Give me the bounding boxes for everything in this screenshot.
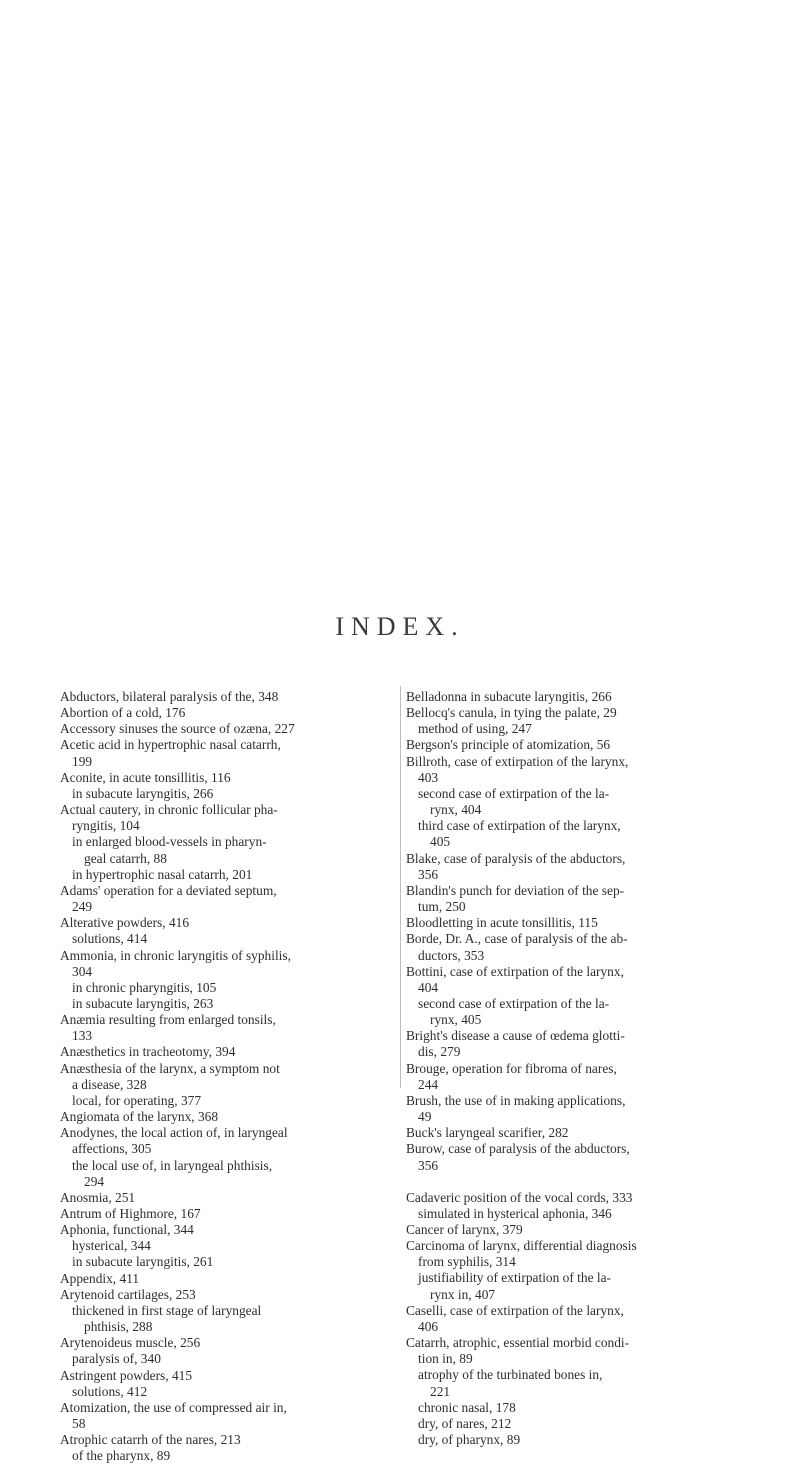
index-entry (406, 915, 744, 931)
index-entry (406, 1061, 744, 1093)
entry-line: Appendix, 411 (60, 1270, 140, 1286)
index-subentry (60, 980, 398, 996)
entry-line: 356 (418, 866, 439, 882)
entry-line: chronic nasal, 178 (418, 1399, 516, 1415)
entry-line: ryngitis, 104 (72, 818, 140, 834)
entry-line: 304 (72, 963, 93, 979)
entry-line: second case of extirpation of the la- (418, 785, 610, 801)
index-entry (60, 1044, 398, 1060)
entry-line: 249 (72, 899, 93, 915)
entry-line: Cadaveric position of the vocal cords, 333 (406, 1189, 633, 1205)
entry-line: Bright's disease a cause of œdema glotti- (406, 1028, 625, 1044)
entry-line: in subacute laryngitis, 266 (72, 785, 214, 801)
entry-line: phthisis, 288 (84, 1319, 153, 1335)
index-entry (60, 915, 398, 931)
entry-line: in subacute laryngitis, 261 (72, 1254, 214, 1270)
entry-line: 404 (418, 979, 439, 995)
index-subentry (60, 867, 398, 883)
entry-line: ductors, 353 (418, 947, 485, 963)
entry-line: in enlarged blood-vessels in pharyn- (72, 834, 267, 850)
entry-line: affections, 305 (72, 1141, 152, 1157)
index-entry (60, 705, 398, 721)
entry-line: simulated in hysterical aphonia, 346 (418, 1205, 612, 1221)
index-entry (406, 1125, 744, 1141)
entry-line: Borde, Dr. A., case of paralysis of the ab- (406, 931, 628, 947)
section-gap (406, 1174, 744, 1190)
index-entry (60, 737, 398, 769)
index-subentry (406, 1270, 744, 1302)
entry-line: Anæmia resulting from enlarged tonsils, (60, 1012, 276, 1028)
index-entry (406, 705, 744, 721)
entry-line: 406 (418, 1318, 439, 1334)
entry-line: justifiability of extirpation of the la- (418, 1270, 612, 1286)
index-subentry (406, 1416, 744, 1432)
index-entry (60, 770, 398, 786)
entry-line: 133 (72, 1028, 93, 1044)
index-subentry (406, 1367, 744, 1399)
index-entry (60, 1012, 398, 1044)
entry-line: atrophy of the turbinated bones in, (418, 1367, 603, 1383)
entry-line: Ammonia, in chronic laryngitis of syphilis, (60, 947, 291, 963)
index-subentry (60, 786, 398, 802)
entry-line: Astringent powders, 415 (60, 1367, 193, 1383)
entry-line: the local use of, in laryngeal phthisis, (72, 1157, 273, 1173)
index-entry (406, 1141, 744, 1173)
index-entry (406, 689, 744, 705)
index-entry (60, 1271, 398, 1287)
entry-line: 221 (430, 1383, 451, 1399)
entry-line: second case of extirpation of the la- (418, 995, 610, 1011)
entry-line: Buck's laryngeal scarifier, 282 (406, 1125, 569, 1141)
entry-line: dry, of pharynx, 89 (418, 1432, 521, 1448)
entry-line: Bloodletting in acute tonsillitis, 115 (406, 915, 598, 931)
entry-line: 58 (72, 1416, 86, 1432)
index-entry (60, 1109, 398, 1125)
entry-line: Bellocq's canula, in tying the palate, 29 (406, 705, 617, 721)
index-entry (406, 754, 744, 786)
entry-line: Brush, the use of in making applications, (406, 1092, 626, 1108)
entry-line: rynx in, 407 (430, 1286, 496, 1302)
index-subentry (60, 1158, 398, 1190)
entry-line: Belladonna in subacute laryngitis, 266 (406, 689, 612, 704)
entry-line: paralysis of, 340 (72, 1351, 161, 1367)
entry-line: local, for operating, 377 (72, 1092, 202, 1108)
entry-line: a disease, 328 (72, 1076, 147, 1092)
entry-line: Brouge, operation for fibroma of nares, (406, 1060, 617, 1076)
index-subentry (60, 1238, 398, 1254)
entry-line: 244 (418, 1076, 439, 1092)
index-entry (406, 1028, 744, 1060)
entry-line: Antrum of Highmore, 167 (60, 1206, 201, 1221)
index-entry (406, 1303, 744, 1335)
entry-line: Bottini, case of extirpation of the larynx, (406, 963, 624, 979)
index-subentry (406, 1206, 744, 1222)
entry-line: geal catarrh, 88 (84, 850, 167, 866)
entry-line: Atomization, the use of compressed air in, (60, 1399, 287, 1415)
index-subentry (60, 1351, 398, 1367)
entry-line: Abductors, bilateral paralysis of the, 348 (60, 689, 279, 704)
entry-line: 294 (84, 1173, 105, 1189)
index-entry (60, 1368, 398, 1384)
index-subentry (60, 1384, 398, 1400)
entry-line: 49 (418, 1109, 432, 1125)
index-subentry (60, 1093, 398, 1109)
index-entry (60, 883, 398, 915)
entry-line: dis, 279 (418, 1044, 461, 1060)
index-entry (60, 1190, 398, 1206)
entry-line: Angiomata of the larynx, 368 (60, 1109, 219, 1125)
index-subentry (60, 1254, 398, 1270)
entry-line: Atrophic catarrh of the nares, 213 (60, 1432, 241, 1448)
entry-line: thickened in first stage of laryngeal (72, 1302, 262, 1318)
index-entry (60, 1222, 398, 1238)
index-entry (406, 737, 744, 753)
index-entry (60, 948, 398, 980)
index-entry (60, 1335, 398, 1351)
entry-line: Caselli, case of extirpation of the larynx, (406, 1302, 624, 1318)
index-entry (406, 1222, 744, 1238)
entry-line: solutions, 412 (72, 1383, 148, 1399)
entry-line: Anosmia, 251 (60, 1189, 136, 1205)
entry-line: in subacute laryngitis, 263 (72, 995, 214, 1011)
index-entry (60, 1061, 398, 1093)
index-entry (60, 1206, 398, 1222)
entry-line: tion in, 89 (418, 1351, 473, 1367)
entry-line: Burow, case of paralysis of the abductors, (406, 1141, 630, 1157)
entry-line: Bergson's principle of atomization, 56 (406, 737, 611, 753)
index-column-left (60, 689, 398, 1465)
index-entry (406, 1238, 744, 1270)
index-entry (406, 964, 744, 996)
entry-line: Arytenoideus muscle, 256 (60, 1335, 201, 1351)
entry-line: in chronic pharyngitis, 105 (72, 979, 217, 995)
index-entry (60, 1400, 398, 1432)
entry-line: third case of extirpation of the larynx, (418, 818, 621, 834)
page-title: INDEX. (335, 612, 465, 641)
index-entry (60, 802, 398, 834)
column-divider (400, 686, 401, 1088)
entry-line: 199 (72, 753, 93, 769)
entry-line: from syphilis, 314 (418, 1254, 516, 1270)
index-entry (60, 1287, 398, 1303)
entry-line: rynx, 405 (430, 1012, 482, 1028)
index-subentry (60, 931, 398, 947)
entry-line: Aphonia, functional, 344 (60, 1222, 194, 1238)
entry-line: hysterical, 344 (72, 1238, 151, 1254)
index-subentry (406, 1400, 744, 1416)
index-subentry (60, 834, 398, 866)
entry-line: Anæsthesia of the larynx, a symptom not (60, 1060, 280, 1076)
entry-line: Adams' operation for a deviated septum, (60, 882, 277, 898)
index-subentry (406, 721, 744, 737)
index-entry (406, 883, 744, 915)
index-entry (60, 721, 398, 737)
entry-line: 403 (418, 769, 439, 785)
entry-line: 356 (418, 1157, 439, 1173)
entry-line: Alterative powders, 416 (60, 915, 190, 931)
entry-line: Accessory sinuses the source of ozæna, 227 (60, 721, 295, 737)
entry-line: rynx, 404 (430, 802, 482, 818)
entry-line: Blake, case of paralysis of the abductors, (406, 850, 626, 866)
entry-line: Anæsthetics in tracheotomy, 394 (60, 1044, 236, 1060)
entry-line: Arytenoid cartilages, 253 (60, 1286, 196, 1302)
entry-line: Actual cautery, in chronic follicular pha- (60, 802, 278, 818)
index-entry (60, 689, 398, 705)
entry-line: 405 (430, 834, 451, 850)
entry-line: Aconite, in acute tonsillitis, 116 (60, 769, 231, 785)
index-entry (406, 931, 744, 963)
entry-line: Blandin's punch for deviation of the sep- (406, 882, 625, 898)
entry-line: of the pharynx, 89 (72, 1448, 171, 1464)
entry-line: Cancer of larynx, 379 (406, 1222, 523, 1237)
index-subentry (406, 786, 744, 818)
index-subentry (406, 996, 744, 1028)
entry-line: method of using, 247 (418, 721, 532, 737)
index-column-right (406, 689, 744, 1448)
index-subentry (406, 1432, 744, 1448)
entry-line: dry, of nares, 212 (418, 1415, 512, 1431)
entry-line: Catarrh, atrophic, essential morbid condi- (406, 1335, 630, 1351)
entry-line: Billroth, case of extirpation of the larynx, (406, 753, 629, 769)
entry-line: Acetic acid in hypertrophic nasal catarrh, (60, 737, 281, 753)
entry-line: tum, 250 (418, 899, 466, 915)
entry-line: solutions, 414 (72, 931, 148, 947)
entry-line: Anodynes, the local action of, in laryngeal (60, 1125, 288, 1141)
index-entry (60, 1125, 398, 1157)
index-entry (406, 1093, 744, 1125)
index-entry (406, 1335, 744, 1367)
index-subentry (60, 1303, 398, 1335)
index-subentry (60, 996, 398, 1012)
entry-line: Carcinoma of larynx, differential diagnosis (406, 1238, 637, 1254)
index-entry (60, 1432, 398, 1448)
index-entry (406, 1190, 744, 1206)
index-entry (406, 851, 744, 883)
entry-line: Abortion of a cold, 176 (60, 705, 186, 721)
index-subentry (60, 1448, 398, 1464)
index-subentry (406, 818, 744, 850)
entry-line: in hypertrophic nasal catarrh, 201 (72, 866, 253, 882)
